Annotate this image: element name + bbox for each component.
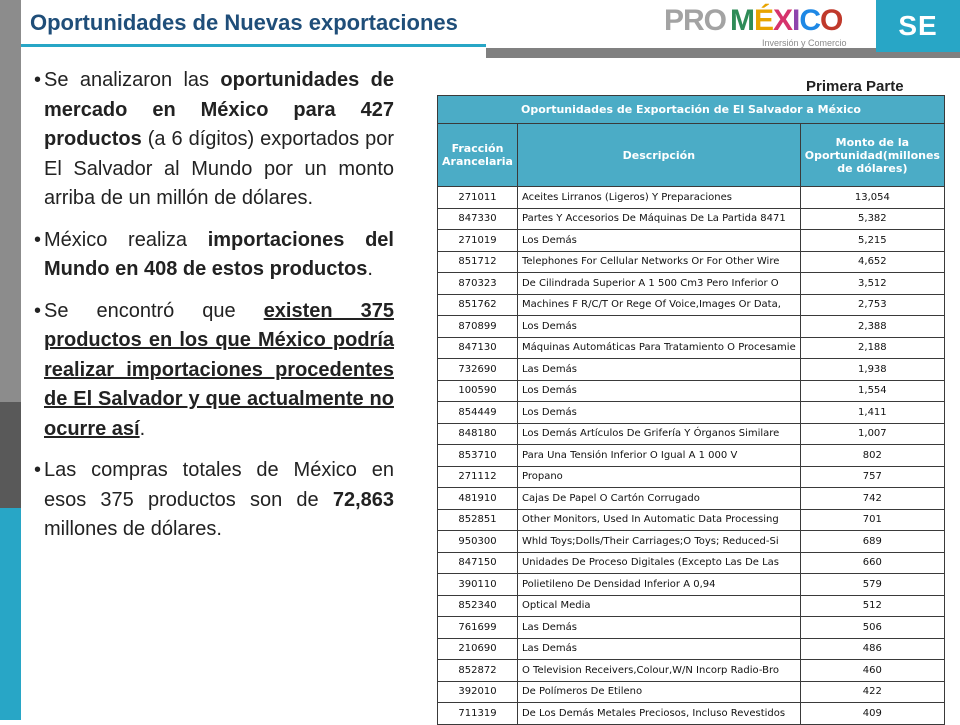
cell-fraccion: 848180 xyxy=(438,423,518,445)
cell-descripcion: Los Demás xyxy=(517,230,800,252)
cell-monto: 5,215 xyxy=(800,230,944,252)
cell-monto: 5,382 xyxy=(800,208,944,230)
bullet-text: México realiza xyxy=(44,228,208,251)
table-header-row xyxy=(438,124,945,187)
cell-fraccion: 852872 xyxy=(438,660,518,682)
table-row xyxy=(438,208,945,230)
cell-monto: 1,938 xyxy=(800,359,944,381)
cell-fraccion: 392010 xyxy=(438,681,518,703)
bullet-text: importaciones del Mundo en 408 de estos productos xyxy=(44,228,394,280)
cell-monto: 1,554 xyxy=(800,380,944,402)
cell-fraccion: 870899 xyxy=(438,316,518,338)
table-body xyxy=(438,187,945,725)
cell-descripcion: O Television Receivers,Colour,W/N Incorp Radio-Bro xyxy=(517,660,800,682)
cell-monto: 701 xyxy=(800,509,944,531)
cell-monto: 3,512 xyxy=(800,273,944,295)
table-row xyxy=(438,703,945,725)
table-row xyxy=(438,445,945,467)
cell-descripcion: Other Monitors, Used In Automatic Data Processing xyxy=(517,509,800,531)
logo-pro-text: PRO xyxy=(664,4,727,37)
cell-monto: 2,753 xyxy=(800,294,944,316)
cell-descripcion: Machines F R/C/T Or Rege Of Voice,Images Or Data, xyxy=(517,294,800,316)
cell-fraccion: 761699 xyxy=(438,617,518,639)
table-row xyxy=(438,617,945,639)
cell-monto: 2,188 xyxy=(800,337,944,359)
cell-descripcion: Las Demás xyxy=(517,359,800,381)
cell-fraccion: 847130 xyxy=(438,337,518,359)
cell-descripcion: De Los Demás Metales Preciosos, Incluso Revestidos xyxy=(517,703,800,725)
cell-fraccion: 711319 xyxy=(438,703,518,725)
table-row xyxy=(438,187,945,209)
table-row xyxy=(438,595,945,617)
bullet-text: . xyxy=(367,258,373,280)
logo-tagline: Inversión y Comercio xyxy=(762,38,847,48)
bullet-dot-icon: • xyxy=(34,299,42,322)
cell-descripcion: Cajas De Papel O Cartón Corrugado xyxy=(517,488,800,510)
table-row xyxy=(438,488,945,510)
header-monto: Monto de la Oportunidad(millones de dólares) xyxy=(800,124,944,187)
export-opportunities-table xyxy=(437,95,945,725)
part-label: Primera Parte xyxy=(806,78,904,95)
table-row xyxy=(438,552,945,574)
cell-descripcion: Los Demás Artículos De Grifería Y Órganos Similare xyxy=(517,423,800,445)
cell-descripcion: Máquinas Automáticas Para Tratamiento O Procesamie xyxy=(517,337,800,359)
cell-descripcion: Polietileno De Densidad Inferior A 0,94 xyxy=(517,574,800,596)
cell-descripcion: Aceites Lirranos (Ligeros) Y Preparaciones xyxy=(517,187,800,209)
cell-descripcion: Los Demás xyxy=(517,316,800,338)
table-row xyxy=(438,273,945,295)
page-title: Oportunidades de Nuevas exportaciones xyxy=(30,10,458,35)
cell-fraccion: 851762 xyxy=(438,294,518,316)
cell-monto: 757 xyxy=(800,466,944,488)
logo-letter: X xyxy=(773,4,793,37)
cell-descripcion: Whld Toys;Dolls/Their Carriages;O Toys; Reduced-Si xyxy=(517,531,800,553)
table-row xyxy=(438,509,945,531)
table-row xyxy=(438,574,945,596)
cell-fraccion: 847150 xyxy=(438,552,518,574)
cell-fraccion: 481910 xyxy=(438,488,518,510)
table-title-row xyxy=(438,96,945,124)
cell-monto: 1,007 xyxy=(800,423,944,445)
cell-monto: 689 xyxy=(800,531,944,553)
cell-monto: 409 xyxy=(800,703,944,725)
logo-letter: O xyxy=(820,4,843,37)
cell-fraccion: 271112 xyxy=(438,466,518,488)
cell-descripcion: Unidades De Proceso Digitales (Excepto Las De Las xyxy=(517,552,800,574)
promexico-logo xyxy=(664,4,864,48)
bullet-dot-icon: • xyxy=(34,69,42,91)
cell-fraccion: 732690 xyxy=(438,359,518,381)
cell-monto: 422 xyxy=(800,681,944,703)
bullet-text: millones de dólares. xyxy=(44,518,222,540)
left-decor-bar-accent xyxy=(0,508,21,720)
cell-descripcion: Los Demás xyxy=(517,402,800,424)
cell-fraccion: 852340 xyxy=(438,595,518,617)
bullet-text: existen 375 productos en los que México podría realizar importaciones procedentes de El Salvador y que actualmente no ocurre así xyxy=(44,299,394,440)
cell-fraccion: 271011 xyxy=(438,187,518,209)
bullet-dot-icon: • xyxy=(34,228,42,251)
logo-letter: É xyxy=(754,4,774,37)
logo-mexico-text xyxy=(730,4,842,38)
se-logo: SE xyxy=(876,0,960,52)
cell-monto: 512 xyxy=(800,595,944,617)
cell-fraccion: 854449 xyxy=(438,402,518,424)
table-row xyxy=(438,423,945,445)
cell-fraccion: 853710 xyxy=(438,445,518,467)
bullet-text: . xyxy=(139,417,146,440)
cell-descripcion: Telephones For Cellular Networks Or For Other Wire xyxy=(517,251,800,273)
left-decor-bar-dark xyxy=(0,402,21,508)
cell-monto: 660 xyxy=(800,552,944,574)
bullet-item xyxy=(34,226,394,285)
header-descripcion: Descripción xyxy=(517,124,800,187)
cell-fraccion: 851712 xyxy=(438,251,518,273)
cell-monto: 506 xyxy=(800,617,944,639)
cell-fraccion: 847330 xyxy=(438,208,518,230)
bullet-item xyxy=(34,297,394,445)
cell-monto: 742 xyxy=(800,488,944,510)
table-title: Oportunidades de Exportación de El Salvador a México xyxy=(438,96,945,124)
cell-descripcion: De Cilindrada Superior A 1 500 Cm3 Pero Inferior O xyxy=(517,273,800,295)
cell-fraccion: 870323 xyxy=(438,273,518,295)
cell-descripcion: Las Demás xyxy=(517,638,800,660)
bullet-text: Se analizaron las xyxy=(44,69,221,91)
cell-monto: 486 xyxy=(800,638,944,660)
bullet-text: (a 6 dígitos) exportados por El Salvador al Mundo por un monto arriba de un millón de dólares. xyxy=(44,128,394,209)
cell-descripcion: Propano xyxy=(517,466,800,488)
bullet-list xyxy=(34,66,394,557)
cell-fraccion: 210690 xyxy=(438,638,518,660)
cell-fraccion: 271019 xyxy=(438,230,518,252)
cell-descripcion: De Polímeros De Etileno xyxy=(517,681,800,703)
logo-letter: M xyxy=(730,4,754,37)
cell-monto: 4,652 xyxy=(800,251,944,273)
logo-letter: C xyxy=(799,4,821,37)
cell-descripcion: Las Demás xyxy=(517,617,800,639)
table-row xyxy=(438,316,945,338)
bullet-text: Se encontró que xyxy=(44,299,264,322)
header-fraccion: Fracción Arancelaria xyxy=(438,124,518,187)
cell-monto: 13,054 xyxy=(800,187,944,209)
cell-descripcion: Optical Media xyxy=(517,595,800,617)
cell-monto: 802 xyxy=(800,445,944,467)
cell-monto: 2,388 xyxy=(800,316,944,338)
table-row xyxy=(438,294,945,316)
bullet-item xyxy=(34,456,394,545)
bullet-text: 72,863 xyxy=(332,488,394,511)
table-row xyxy=(438,230,945,252)
title-underline xyxy=(21,44,486,47)
table-row xyxy=(438,531,945,553)
table-row xyxy=(438,337,945,359)
bullet-item xyxy=(34,66,394,214)
cell-fraccion: 100590 xyxy=(438,380,518,402)
cell-fraccion: 852851 xyxy=(438,509,518,531)
table-row xyxy=(438,638,945,660)
cell-fraccion: 950300 xyxy=(438,531,518,553)
cell-monto: 1,411 xyxy=(800,402,944,424)
bullet-text: oportunidades de mercado en México para 427 productos xyxy=(44,69,394,150)
cell-fraccion: 390110 xyxy=(438,574,518,596)
cell-descripcion: Para Una Tensión Inferior O Igual A 1 000 V xyxy=(517,445,800,467)
table-row xyxy=(438,402,945,424)
logo-letter: I xyxy=(792,4,800,37)
cell-monto: 460 xyxy=(800,660,944,682)
table-row xyxy=(438,380,945,402)
bullet-dot-icon: • xyxy=(34,459,42,481)
cell-descripcion: Partes Y Accesorios De Máquinas De La Partida 8471 xyxy=(517,208,800,230)
table-row xyxy=(438,681,945,703)
table-row xyxy=(438,466,945,488)
cell-descripcion: Los Demás xyxy=(517,380,800,402)
bullet-text: Las compras totales de México en esos 375 productos son de xyxy=(44,459,394,511)
cell-monto: 579 xyxy=(800,574,944,596)
table-row xyxy=(438,359,945,381)
table-row xyxy=(438,251,945,273)
table-row xyxy=(438,660,945,682)
